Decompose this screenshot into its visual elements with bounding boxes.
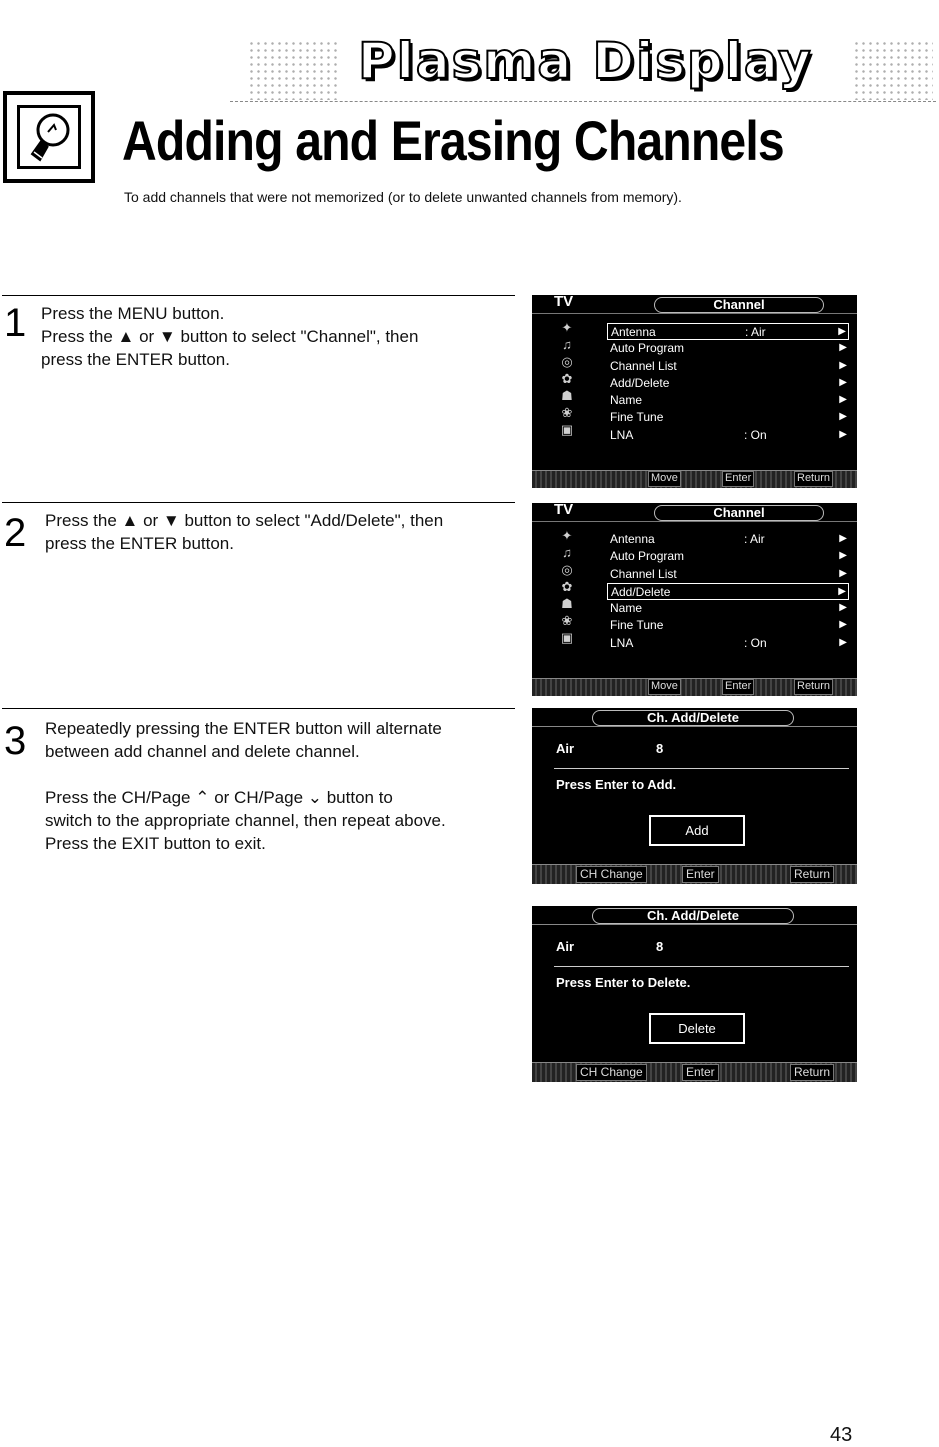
step-2-line-1: Press the ▲ or ▼ button to select "Add/Delete", then <box>45 511 444 530</box>
tv-label: TV <box>554 503 574 518</box>
menu-item-add-delete[interactable]: Add/Delete ▶ <box>610 375 847 390</box>
ch-message: Press Enter to Add. <box>556 777 677 792</box>
setup-icon: ✿ <box>561 371 573 386</box>
page-number: 43 <box>830 1424 853 1446</box>
menu-item-lna[interactable]: LNA : On ▶ <box>610 635 847 650</box>
menu-item-name[interactable]: Name ▶ <box>610 393 847 408</box>
step-2-text <box>45 509 505 555</box>
ch-add-delete-delete-screen <box>532 906 857 1082</box>
menu-title: Channel <box>654 297 824 313</box>
menu-item-channel-list[interactable]: Channel List ▶ <box>610 566 847 581</box>
footer-enter: Enter <box>682 866 719 883</box>
step-2-rule <box>2 502 515 503</box>
step-1-line-1: Press the MENU button. <box>41 304 225 323</box>
step-2-number: 2 <box>4 511 27 555</box>
footer-move: Move <box>648 679 681 695</box>
menu-item-list <box>607 323 849 444</box>
chevron-right-icon: ▶ <box>839 394 847 406</box>
ch-box-footer <box>532 1062 857 1082</box>
input-icon: ☗ <box>561 596 573 611</box>
page-title: Adding and Erasing Channels <box>122 109 784 172</box>
tv-label: TV <box>554 295 574 310</box>
chevron-right-icon: ▶ <box>839 619 847 631</box>
channel-menu-screen-2 <box>532 503 857 696</box>
step-3-extra-line-2: switch to the appropriate channel, then repeat above. <box>45 811 446 830</box>
ch-box-footer <box>532 864 857 884</box>
step-3-text <box>45 717 505 855</box>
function-icon: ❀ <box>561 405 573 420</box>
brand-text: Plasma Display <box>358 32 813 90</box>
footer-move: Move <box>648 471 681 487</box>
menu-item-auto-program[interactable]: Auto Program ▶ <box>610 549 847 564</box>
menu-top-bar <box>532 503 857 522</box>
channel-icon: ◎ <box>561 562 573 577</box>
menu-item-fine-tune[interactable]: Fine Tune ▶ <box>610 618 847 633</box>
step-3-line-1: Repeatedly pressing the ENTER button will alternate <box>45 719 442 738</box>
menu-item-antenna[interactable]: Antenna : Air ▶ <box>607 323 849 340</box>
menu-footer <box>532 470 857 488</box>
chevron-right-icon: ▶ <box>839 359 847 371</box>
chevron-right-icon: ▶ <box>838 585 846 597</box>
step-3-number: 3 <box>4 719 27 763</box>
chevron-right-icon: ▶ <box>839 411 847 423</box>
page-subtitle: To add channels that were not memorized (or to delete unwanted channels from memory). <box>124 189 682 205</box>
ch-box-title: Ch. Add/Delete <box>592 710 794 726</box>
step-3-rule <box>2 708 515 709</box>
lightbulb-icon <box>3 91 95 183</box>
chevron-right-icon: ▶ <box>839 342 847 354</box>
menu-item-name[interactable]: Name ▶ <box>610 601 847 616</box>
channel-menu-screen-1 <box>532 295 857 488</box>
menu-item-add-delete[interactable]: Add/Delete ▶ <box>607 583 849 600</box>
step-3-line-2: between add channel and delete channel. <box>45 742 360 761</box>
setup-icon: ✿ <box>561 579 573 594</box>
menu-item-auto-program[interactable]: Auto Program ▶ <box>610 341 847 356</box>
footer-return: Return <box>790 866 834 883</box>
footer-enter: Enter <box>682 1064 719 1081</box>
ch-box-top-bar <box>532 708 857 727</box>
header-rule <box>230 101 936 102</box>
footer-ch-change: CH Change <box>576 1064 647 1081</box>
chevron-right-icon: ▶ <box>839 376 847 388</box>
input-icon: ☗ <box>561 388 573 403</box>
footer-return: Return <box>790 1064 834 1081</box>
picture-icon: ✦ <box>561 320 573 335</box>
add-button[interactable]: Add <box>649 815 745 846</box>
logo-dot-pattern <box>248 40 338 100</box>
ch-number: 8 <box>656 939 664 954</box>
sound-icon: ♫ <box>562 337 572 352</box>
footer-return: Return <box>794 679 833 695</box>
menu-footer <box>532 678 857 696</box>
chevron-right-icon: ▶ <box>839 428 847 440</box>
chevron-right-icon: ▶ <box>839 636 847 648</box>
step-1-rule <box>2 295 515 296</box>
ch-source: Air <box>556 939 575 954</box>
step-1-number: 1 <box>4 301 27 345</box>
logo-dot-pattern-right <box>853 40 933 100</box>
ch-add-delete-add-screen <box>532 708 857 884</box>
function-icon: ❀ <box>561 613 573 628</box>
menu-top-bar <box>532 295 857 314</box>
chevron-right-icon: ▶ <box>839 533 847 544</box>
ch-number: 8 <box>656 741 664 756</box>
picture-icon: ✦ <box>561 528 573 543</box>
delete-button[interactable]: Delete <box>649 1013 745 1044</box>
menu-item-antenna[interactable]: Antenna : Air ▶ <box>610 532 847 546</box>
ch-message: Press Enter to Delete. <box>556 975 691 990</box>
chevron-right-icon: ▶ <box>838 326 846 337</box>
step-1-line-2: Press the ▲ or ▼ button to select "Channel", then <box>41 327 419 346</box>
footer-enter: Enter <box>722 471 754 487</box>
ch-box-divider <box>554 768 849 769</box>
sound-icon: ♫ <box>562 545 572 560</box>
menu-title: Channel <box>654 505 824 521</box>
step-2-line-2: press the ENTER button. <box>45 534 234 553</box>
step-3-extra-line-1: Press the CH/Page ⌃ or CH/Page ⌄ button to <box>45 788 393 807</box>
tv-icon: ▣ <box>560 630 574 645</box>
step-3-extra-line-3: Press the EXIT button to exit. <box>45 834 266 853</box>
chevron-right-icon: ▶ <box>839 602 847 614</box>
header-logo <box>248 22 938 102</box>
channel-icon: ◎ <box>561 354 573 369</box>
ch-source: Air <box>556 741 575 756</box>
menu-icon-column <box>552 319 582 438</box>
menu-icon-column <box>552 527 582 646</box>
ch-box-title: Ch. Add/Delete <box>592 908 794 924</box>
step-1-line-3: press the ENTER button. <box>41 350 230 369</box>
ch-box-divider <box>554 966 849 967</box>
footer-return: Return <box>794 471 833 487</box>
tv-icon: ▣ <box>560 422 574 437</box>
menu-item-list <box>607 531 849 652</box>
footer-ch-change: CH Change <box>576 866 647 883</box>
step-1-text <box>41 302 501 371</box>
ch-box-top-bar <box>532 906 857 925</box>
chevron-right-icon: ▶ <box>839 567 847 579</box>
footer-enter: Enter <box>722 679 754 695</box>
menu-item-lna[interactable]: LNA : On ▶ <box>610 427 847 442</box>
menu-item-fine-tune[interactable]: Fine Tune ▶ <box>610 410 847 425</box>
menu-item-channel-list[interactable]: Channel List ▶ <box>610 358 847 373</box>
chevron-right-icon: ▶ <box>839 550 847 562</box>
